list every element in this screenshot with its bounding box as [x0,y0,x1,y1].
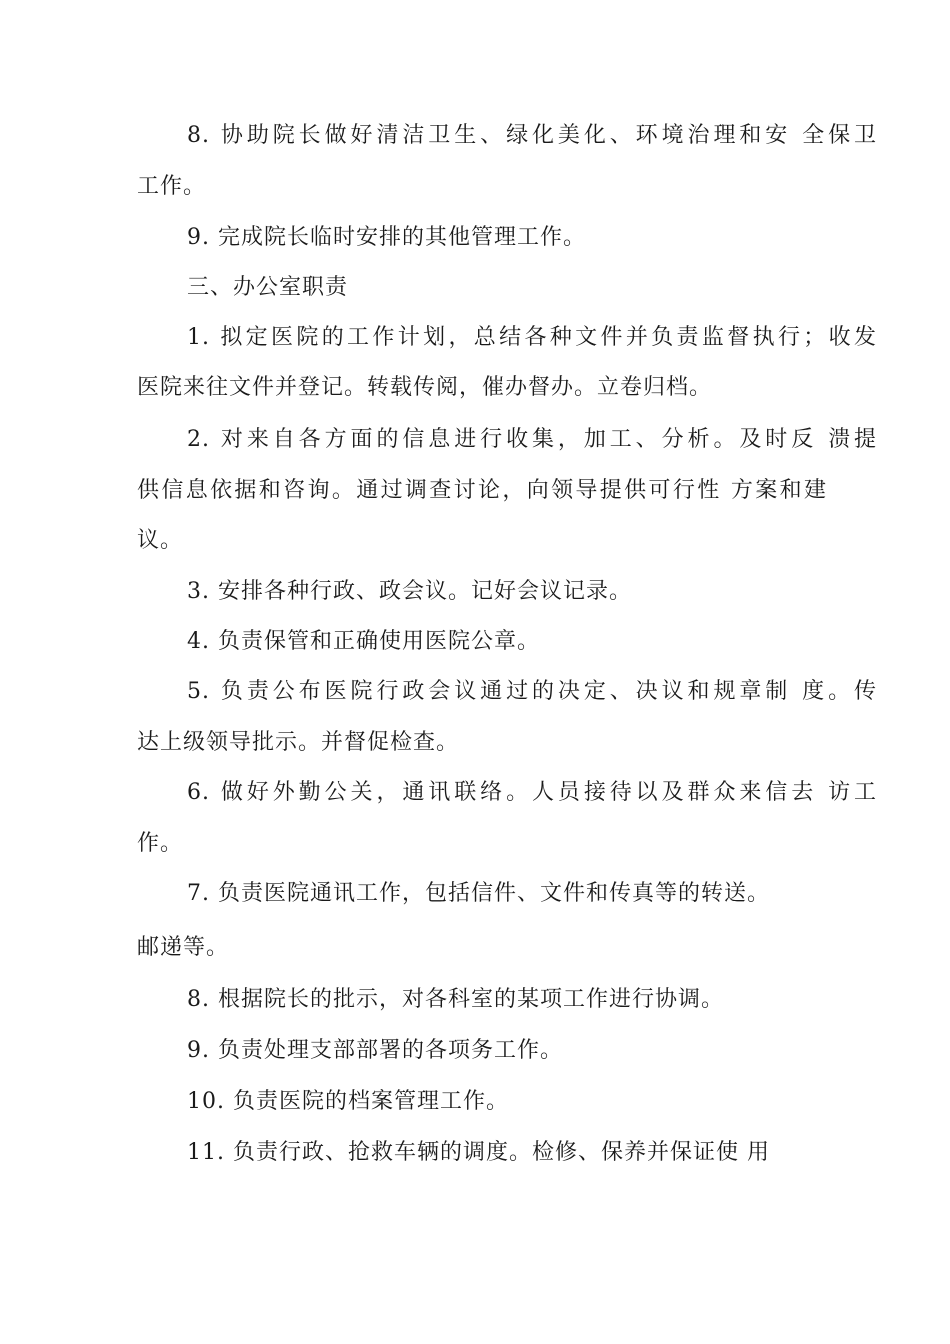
paragraph-line: 达上级领导批示。并督促检查。 [137,730,460,755]
paragraph-line: 8. 根据院长的批示，对各科室的某项工作进行协调。 [187,987,724,1012]
paragraph-line: 工作。 [137,174,207,199]
paragraph-line: 医院来往文件并登记。转载传阅，催办督办。立卷归档。 [137,375,713,400]
paragraph-line: 5. 负责公布医院行政会议通过的决定、决议和规章制 度。传 [187,679,877,704]
paragraph-line: 6. 做好外勤公关，通讯联络。人员接待以及群众来信去 访工 [187,780,877,805]
paragraph-line: 3. 安排各种行政、政会议。记好会议记录。 [187,579,632,604]
paragraph-line: 作。 [137,831,184,856]
paragraph-line: 供信息依据和咨询。通过调查讨论，向领导提供可行性 方案和建 [137,478,827,503]
paragraph-line: 7. 负责医院通讯工作，包括信件、文件和传真等的转送。 [187,881,770,906]
paragraph-line: 2. 对来自各方面的信息进行收集，加工、分析。及时反 溃提 [187,427,877,452]
paragraph-line: 4. 负责保管和正确使用医院公章。 [187,629,540,654]
paragraph-line: 8. 协助院长做好清洁卫生、绿化美化、环境治理和安 全保卫 [187,123,877,148]
paragraph-line: 10. 负责医院的档案管理工作。 [187,1089,509,1114]
paragraph-line: 议。 [137,528,184,553]
paragraph-line: 9. 完成院长临时安排的其他管理工作。 [187,225,586,250]
paragraph-line: 邮递等。 [137,935,230,960]
paragraph-line: 9. 负责处理支部部署的各项务工作。 [187,1038,563,1063]
paragraph-line: 1. 拟定医院的工作计划，总结各种文件并负责监督执行；收发 [187,325,877,350]
section-heading: 三、办公室职责 [187,275,349,300]
paragraph-line: 11. 负责行政、抢救车辆的调度。检修、保养并保证使 用 [187,1140,770,1165]
